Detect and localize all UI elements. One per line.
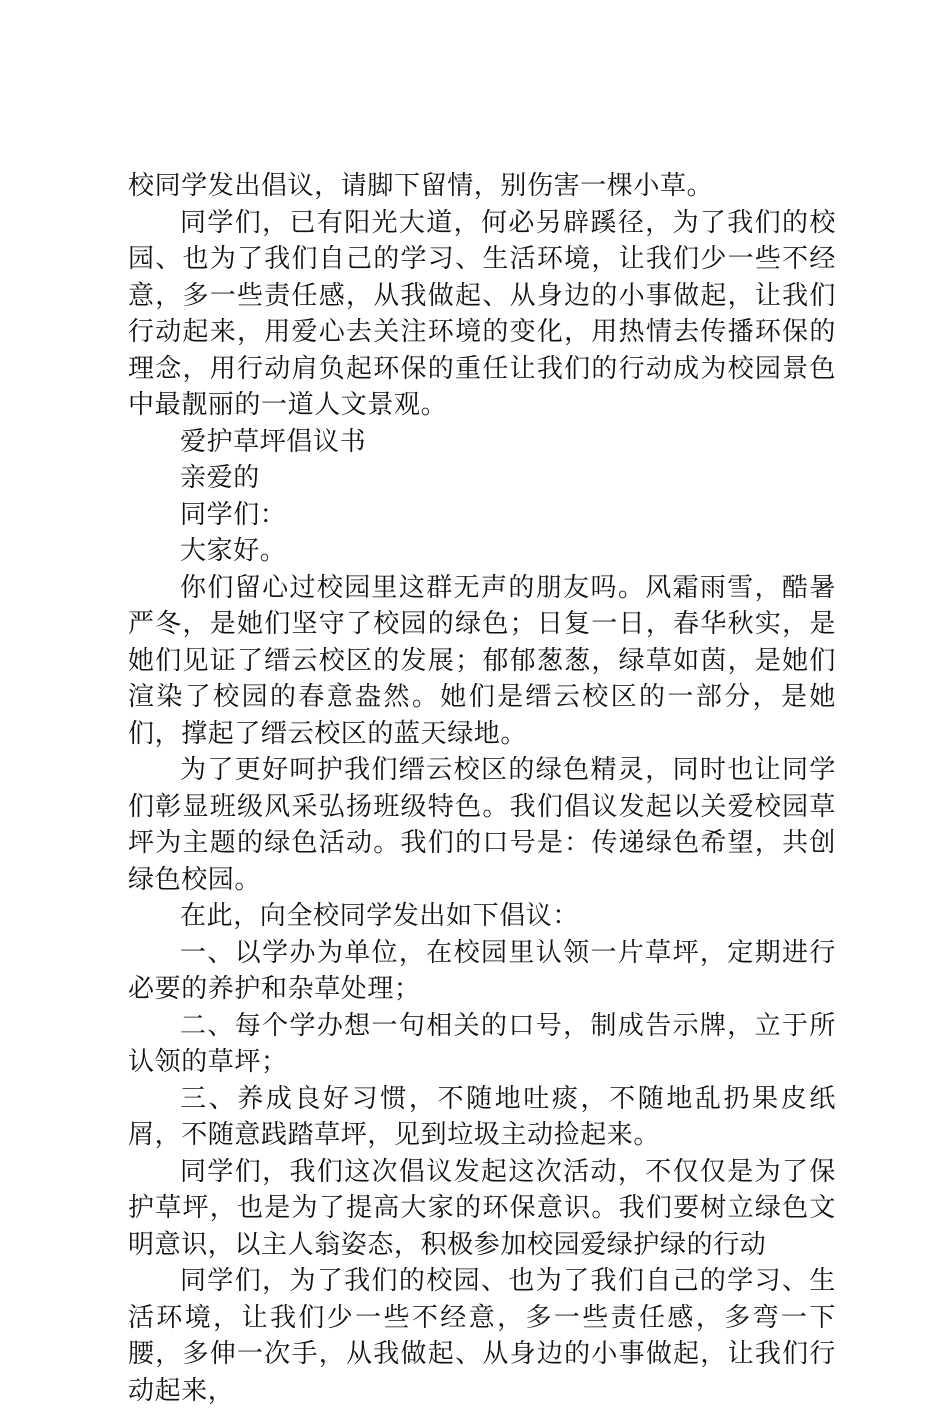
paragraph-proposal-lead: 在此，向全校同学发出如下倡议： [180, 901, 580, 931]
proposal-item-3: 三、养成良好习惯，不随地吐痰，不随地乱扔果皮纸屑，不随意践踏草坪，见到垃圾主动捡起来。 [128, 1083, 836, 1150]
document-body [128, 168, 836, 1409]
paragraph-continuation: 校同学发出倡议，请脚下留情，别伤害一棵小草。 [128, 171, 714, 201]
greeting: 大家好。 [180, 536, 287, 566]
document-title: 爱护草坪倡议书 [180, 426, 367, 457]
paragraph-intro: 你们留心过校园里这群无声的朋友吗。风霜雨雪，酷暑严冬，是她们坚守了校园的绿色；日复一日，春华秋实，是她们见证了缙云校区的发展；郁郁葱葱，绿草如茵，是她们渲染了校园的春意盎然。她们是缙云校区的一部分，是她们，撑起了缙云校区的蓝天绿地。 [128, 572, 836, 749]
proposal-item-1: 一、以学办为单位，在校园里认领一片草坪，定期进行必要的养护和杂草处理； [128, 937, 836, 1004]
proposal-item-2: 二、每个学办想一句相关的口号，制成告示牌，立于所认领的草坪； [128, 1010, 836, 1077]
paragraph-closing: 同学们，为了我们的校园、也为了我们自己的学习、生活环境，让我们少一些不经意，多一些责任感，多弯一下腰，多伸一次手，从我做起、从身边的小事做起，让我们行动起来， [128, 1266, 836, 1406]
paragraph-purpose: 为了更好呵护我们缙云校区的绿色精灵，同时也让同学们彰显班级风采弘扬班级特色。我们倡议发起以关爱校园草坪为主题的绿色活动。我们的口号是：传递绿色希望，共创绿色校园。 [128, 755, 836, 895]
salutation-line-1: 亲爱的 [180, 463, 260, 493]
paragraph-significance: 同学们，我们这次倡议发起这次活动，不仅仅是为了保护草坪，也是为了提高大家的环保意识。我们要树立绿色文明意识，以主人翁姿态，积极参加校园爱绿护绿的行动 [128, 1156, 836, 1260]
paragraph-call-to-action: 同学们，已有阳光大道，何必另辟蹊径，为了我们的校园、也为了我们自己的学习、生活环境，让我们少一些不经意，多一些责任感，从我做起、从身边的小事做起，让我们行动起来，用爱心去关注环境的变化，用热情去传播环保的理念，用行动肩负起环保的重任让我们的行动成为校园景色中最靓丽的一道人文景观。 [128, 207, 836, 420]
salutation-line-2: 同学们： [180, 499, 287, 530]
